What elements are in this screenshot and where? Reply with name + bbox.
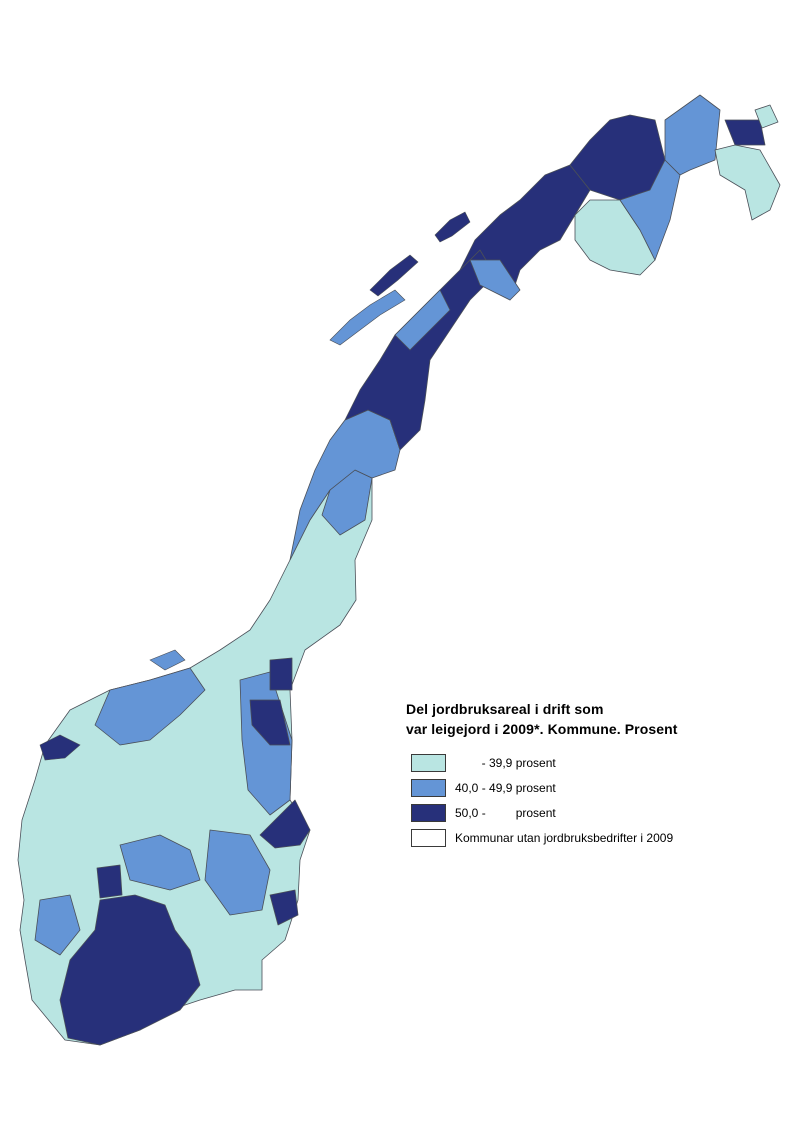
island-west-coast-2 (150, 650, 185, 670)
map-legend (406, 699, 786, 851)
legend-title-line-2: var leigejord i 2009*. Kommune. Prosent (406, 721, 678, 737)
legend-item-mid (406, 776, 786, 801)
legend-item-high (406, 801, 786, 826)
legend-swatch-low (411, 754, 446, 772)
legend-label-low: - 39,9 prosent (455, 756, 556, 770)
legend-title (406, 699, 786, 739)
region-finnmark-east-dark (725, 120, 765, 145)
legend-label-mid: 40,0 - 49,9 prosent (455, 781, 556, 795)
legend-swatch-high (411, 804, 446, 822)
island-senja (435, 212, 470, 242)
region-southern-high-4 (270, 658, 292, 690)
legend-label-none: Kommunar utan jordbruksbedrifter i 2009 (455, 831, 674, 845)
legend-item-none (406, 826, 786, 851)
region-southern-high-6 (97, 865, 122, 898)
legend-title-line-1: Del jordbruksareal i drift som (406, 701, 604, 717)
legend-swatch-mid (411, 779, 446, 797)
legend-swatch-none (411, 829, 446, 847)
island-vesteralen (370, 255, 418, 296)
region-finnmark-mid-2 (665, 95, 720, 175)
map-regions (18, 95, 780, 1045)
legend-label-high: 50,0 - prosent (455, 806, 556, 820)
legend-item-low (406, 751, 786, 776)
region-finnmark-east-light (715, 145, 780, 220)
